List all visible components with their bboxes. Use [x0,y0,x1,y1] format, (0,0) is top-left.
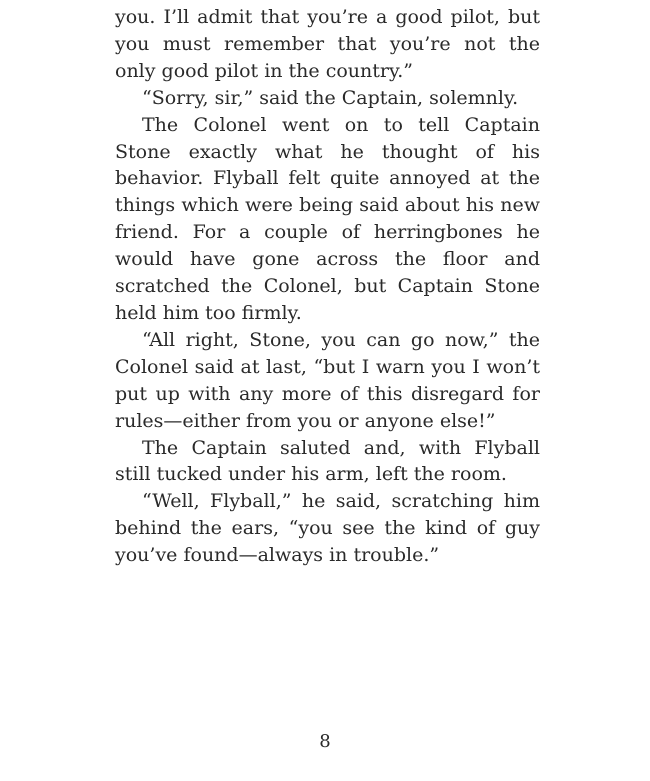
paragraph: The Colonel went on to tell Captain Stone exactly what he thought of his behavior. Flyball felt quite annoyed at the things which were being said about his new friend. For a couple of herringbones he would have gone across the floor and scratched the Colonel, but Captain Stone held him too firmly. [115,113,540,324]
paragraph-continuation: you. I’ll admit that you’re a good pilot, but you must remember that you’re not the only good pilot in the country.” [115,6,540,82]
paragraph: The Captain saluted and, with Flyball still tucked under his arm, left the room. [115,436,540,486]
paragraph: “Well, Flyball,” he said, scratching him behind the ears, “you see the kind of guy you’ve found—always in trouble.” [115,490,540,567]
body-text [115,4,540,569]
paragraph: “All right, Stone, you can go now,” the Colonel said at last, “but I warn you I won’t put up with any more of this disregard for rules—either from you or anyone else!” [115,328,540,432]
page-number: 8 [319,731,331,752]
paragraph: “Sorry, sir,” said the Captain, solemnly. [142,86,519,109]
